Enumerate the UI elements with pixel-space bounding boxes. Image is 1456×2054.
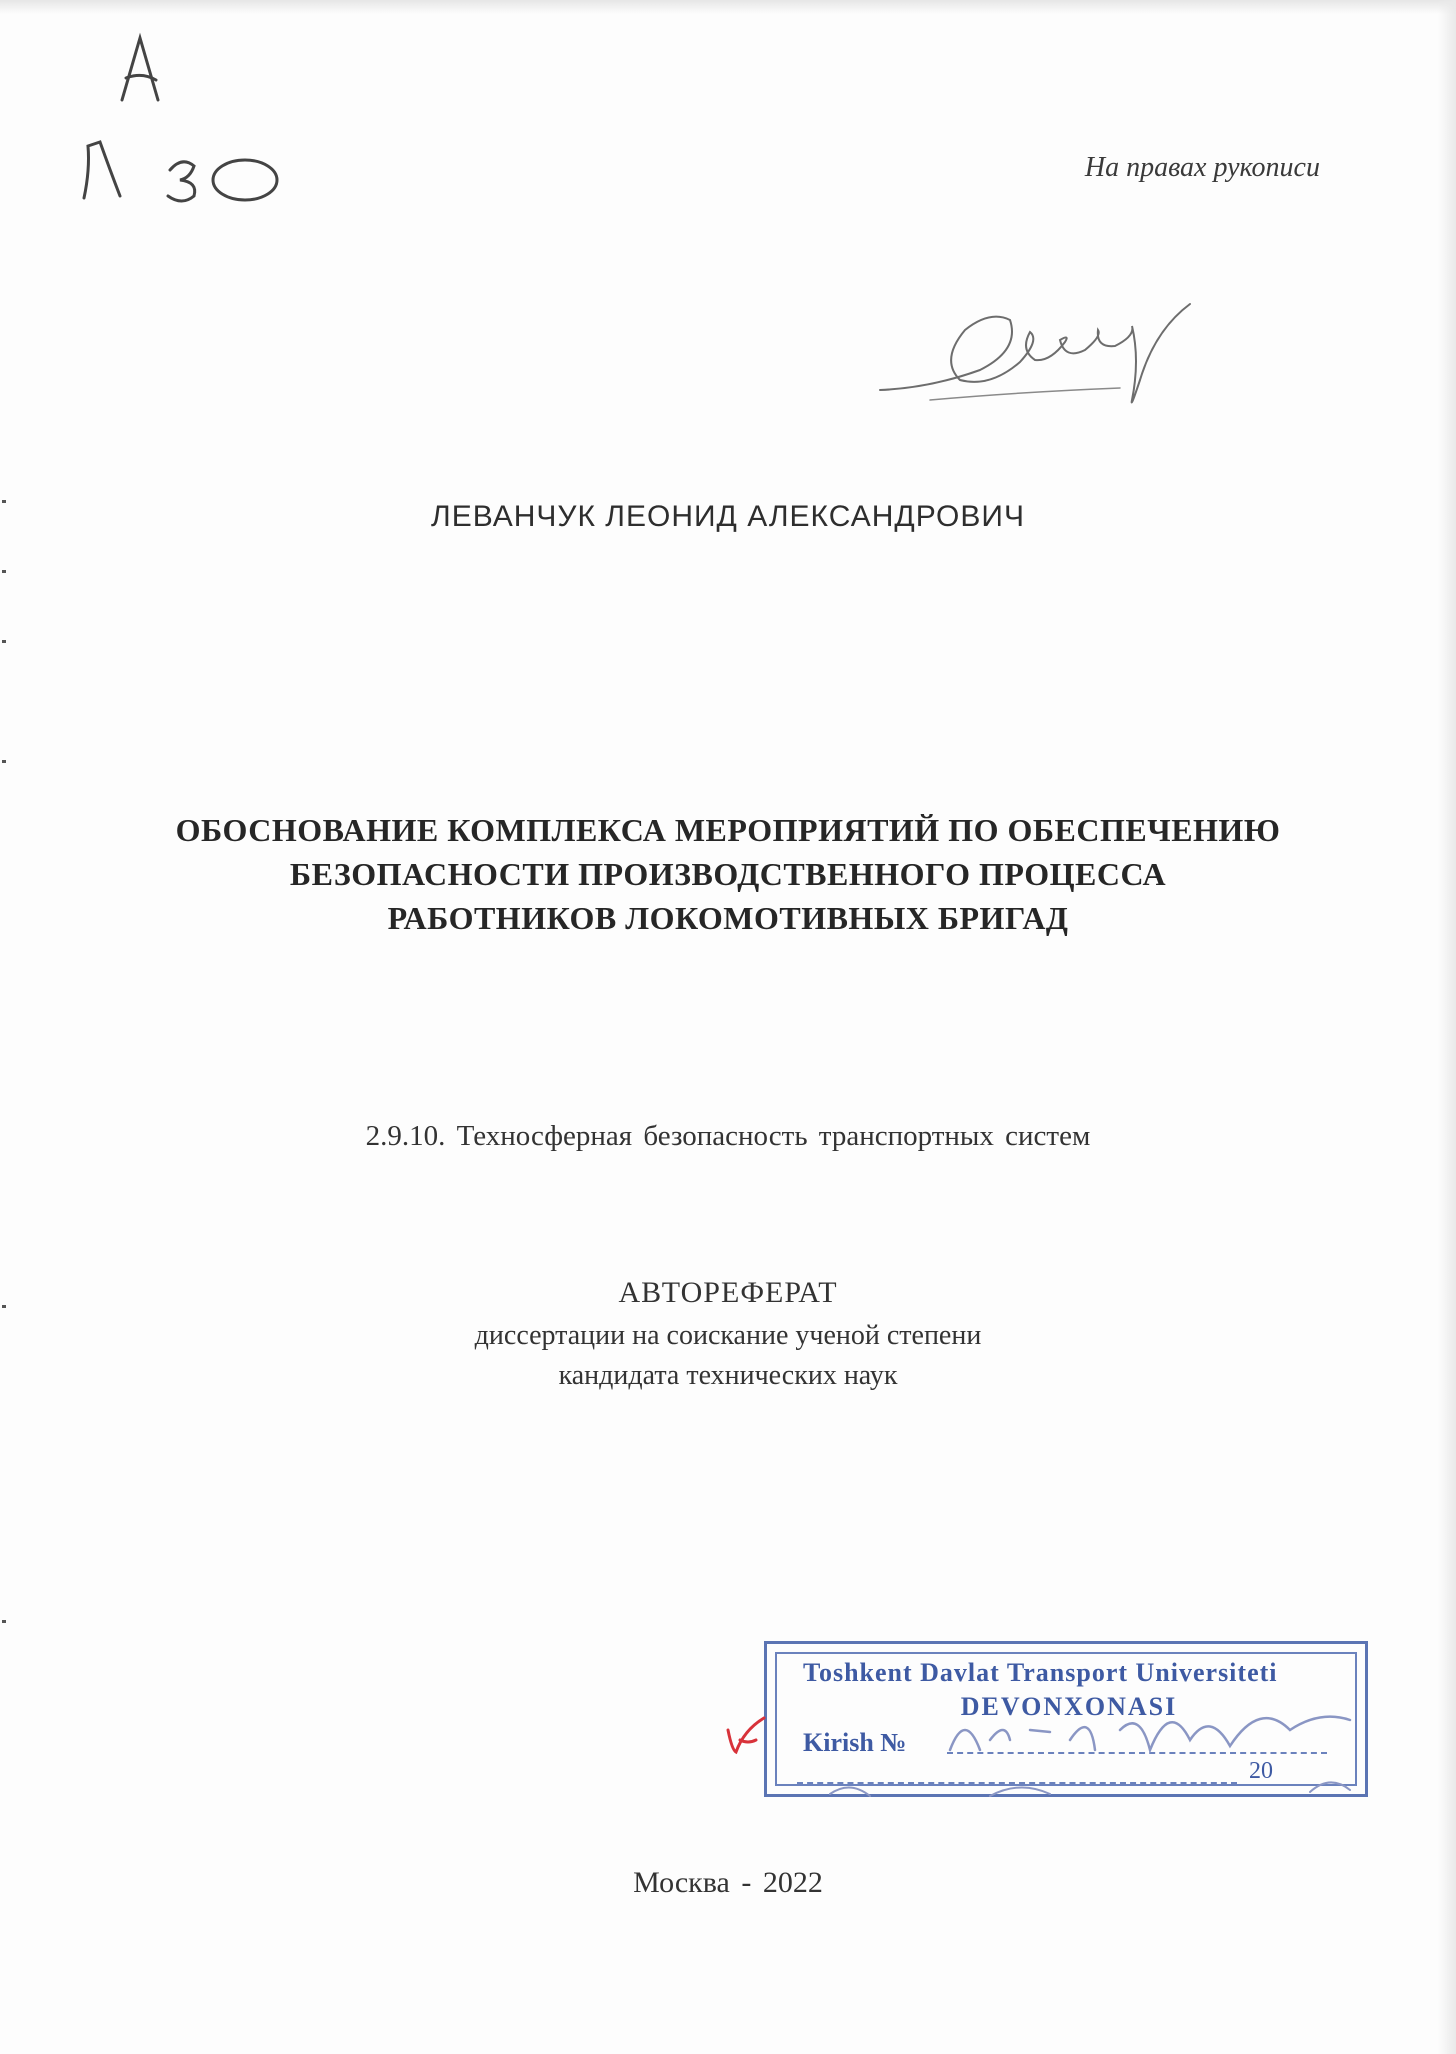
- red-check-mark: [722, 1710, 772, 1760]
- author-signature: [870, 270, 1270, 430]
- title-line: РАБОТНИКОВ ЛОКОМОТИВНЫХ БРИГАД: [387, 900, 1069, 936]
- title-line: БЕЗОПАСНОСТИ ПРОИЗВОДСТВЕННОГО ПРОЦЕССА: [289, 856, 1167, 892]
- scan-edge-mark: [2, 570, 6, 573]
- scan-edge-mark: [2, 640, 6, 643]
- scan-edge-mark: [2, 1620, 6, 1623]
- title-line: ОБОСНОВАНИЕ КОМПЛЕКСА МЕРОПРИЯТИЙ ПО ОБЕСПЕЧЕНИЮ: [175, 812, 1281, 848]
- dissertation-title: [100, 808, 1356, 940]
- scan-edge-top: [0, 0, 1456, 14]
- rights-note: На правах рукописи: [1084, 152, 1320, 183]
- stamp-handwriting: [790, 1670, 1410, 1820]
- stamp-organization: Toshkent Davlat Transport Universiteti: [803, 1658, 1278, 1687]
- degree-line: диссертации на соискание ученой степени: [474, 1320, 982, 1351]
- stamp-entry-label: Kirish №: [803, 1728, 907, 1757]
- degree-line: кандидата технических наук: [558, 1360, 898, 1391]
- stamp-department: DEVONXONASI: [960, 1692, 1178, 1721]
- document-type: АВТОРЕФЕРАТ: [618, 1276, 838, 1309]
- specialty-code: 2.9.10. Техносферная безопасность транспортных систем: [365, 1120, 1091, 1152]
- scan-edge-right: [1438, 0, 1456, 2054]
- scan-edge-mark: [2, 760, 6, 763]
- author-name: ЛЕВАНЧУК ЛЕОНИД АЛЕКСАНДРОВИЧ: [431, 500, 1025, 533]
- handwritten-library-code: [70, 20, 330, 220]
- city-and-year: Москва - 2022: [633, 1866, 823, 1899]
- stamp-year-prefix: 20: [1249, 1758, 1273, 1784]
